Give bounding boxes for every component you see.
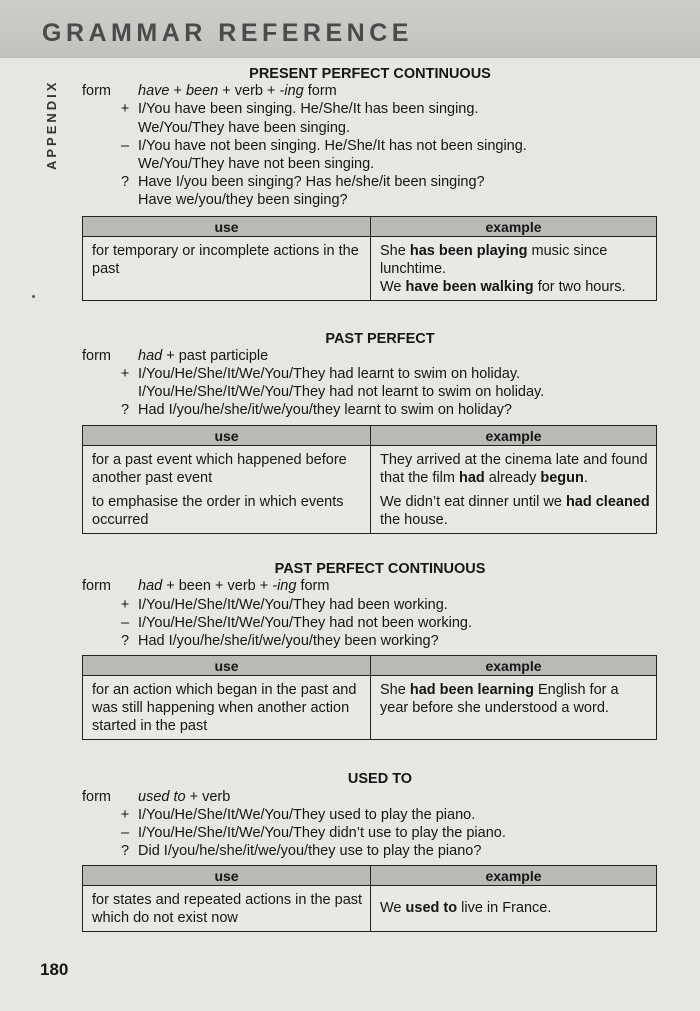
- form-pattern: had + past participle: [138, 348, 269, 364]
- example-cell: We used to live in France.: [371, 886, 657, 932]
- use-cell: for a past event which happened before another past event to emphasise the order in which events occurred: [83, 446, 371, 534]
- usage-table: [82, 425, 657, 534]
- example-cell: She had been learning English for a year before she understood a word.: [371, 676, 657, 740]
- use-cell: for temporary or incomplete actions in the past: [83, 237, 371, 301]
- example-cell: She has been playing music since lunchtime. We have been walking for two hours.: [371, 237, 657, 301]
- page-number: 180: [40, 960, 69, 979]
- use-cell: for an action which began in the past and was still happening when another action started in the past: [83, 676, 371, 740]
- use-header: use: [83, 866, 371, 886]
- form-label: form: [82, 578, 111, 594]
- page-header: [0, 0, 700, 58]
- use-header: use: [83, 217, 371, 237]
- use-header: use: [83, 656, 371, 676]
- example-header: example: [371, 217, 657, 237]
- table-row: [83, 886, 657, 932]
- example-header: example: [371, 426, 657, 446]
- appendix-side-label: APPENDIX: [44, 79, 59, 170]
- table-row: [83, 446, 657, 534]
- use-cell: for states and repeated actions in the past which do not exist now: [83, 886, 371, 932]
- form-pattern: used to + verb: [138, 789, 231, 805]
- form-label: form: [82, 348, 111, 364]
- example-cell: They arrived at the cinema late and found that the film had already begun. We didn’t eat dinner until we had cleaned the house.: [371, 446, 657, 534]
- form-label: form: [82, 83, 111, 99]
- section-title: PAST PERFECT: [325, 331, 435, 347]
- table-row: [83, 676, 657, 740]
- form-pattern: have + been + verb + -ing form: [138, 83, 337, 99]
- page-title: GRAMMAR REFERENCE: [42, 19, 413, 47]
- table-row: [83, 237, 657, 301]
- section-title: USED TO: [347, 771, 413, 787]
- page: GRAMMAR REFERENCE APPENDIX PRESENT PERFECT CONTINUOUS form have + been + verb + -ing form + I/You have been singing. He/She/It has been singing. We/You/They have been singing. – I/You have not been singing. He/She/It has not been singing. We/You/They have not been singing. ? Have I/you been singing? Has he/she/it been singing? Have we/you/they been singing? use example for temporary or incomplete actions in the past She has been playing music since lunchtime. We have been walking for two hours. PAST PERFECT form had + past participle + I/You/He/She/It/We/You/They had learnt to swim on holiday. I/You/He/She/It/We/You/They had not learnt to swim on holiday. ? Had I/you/he/she/it/we/you/they learnt to swim on holiday? use example for a past event which happened before another past event to emphasise the order in which events occurred They arrived at the cinema late and found that the film had already begun. We didn’t eat dinner until we had cleaned the house. PAST PERFECT CONTINUOUS form had + been + verb + -ing form + I/You/He/She/It/We/You/They had been working. – I/You/He/She/It/We/You/They had not been working. ? Had I/you/he/she/it/we/you/they been working? use example for an action which began in the past and was still happening when another action started in the past She had been learning English for a year before she understood a word. USED TO form used to + verb + I/You/He/She/It/We/You/They used to play the piano. – I/You/He/She/It/We/You/They didn’t use to play the piano. ? Did I/you/he/she/it/we/you/they use to play the piano? use example for states and repeated actions in the past which do not exist now We used to live in France. 180: [0, 0, 700, 1011]
- example-header: example: [371, 656, 657, 676]
- usage-table: [82, 216, 657, 301]
- usage-table: [82, 655, 657, 740]
- usage-table: [82, 865, 657, 932]
- section-title: PAST PERFECT CONTINUOUS: [274, 561, 486, 577]
- example-header: example: [371, 866, 657, 886]
- form-label: form: [82, 789, 111, 805]
- form-pattern: had + been + verb + -ing form: [138, 578, 330, 594]
- section-title: PRESENT PERFECT CONTINUOUS: [249, 66, 491, 82]
- speck-mark: [32, 295, 35, 298]
- use-header: use: [83, 426, 371, 446]
